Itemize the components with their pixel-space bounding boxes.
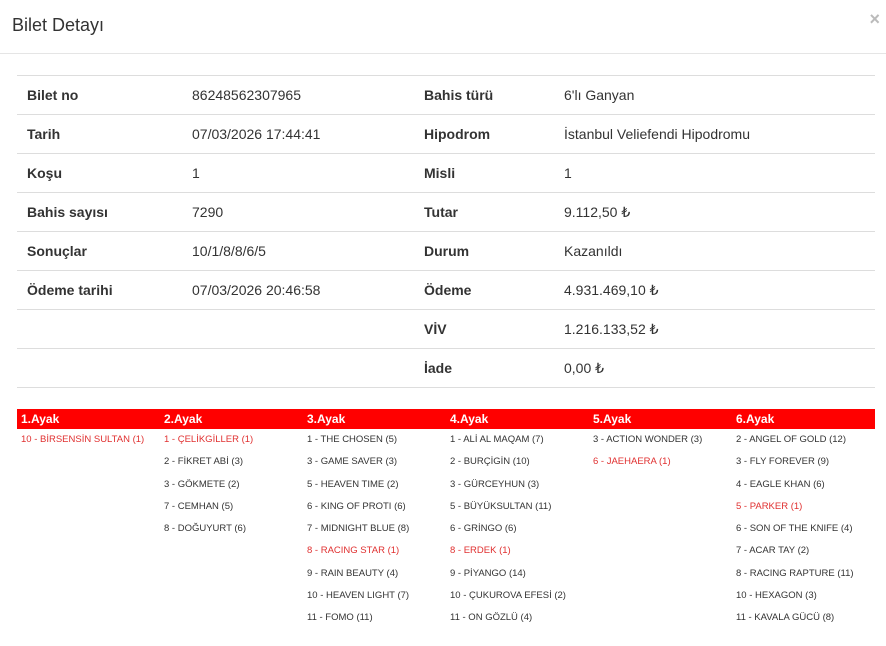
detail-value: 9.112,50 ₺	[554, 193, 875, 232]
legs-section	[17, 409, 875, 634]
runner: 3 - ACTION WONDER (3)	[593, 434, 703, 445]
legs-body	[17, 429, 875, 634]
detail-label: Tarih	[17, 115, 182, 154]
runner: 6 - KING OF PROTI (6)	[307, 500, 406, 512]
detail-value: 1	[182, 154, 414, 193]
winning-runner: 8 - ERDEK (1)	[450, 545, 511, 557]
detail-value: İstanbul Veliefendi Hipodromu	[554, 115, 875, 154]
leg-column	[17, 429, 160, 634]
leg-header: 5.Ayak	[593, 412, 632, 426]
leg-header: 6.Ayak	[736, 412, 775, 426]
detail-label: Bilet no	[17, 76, 182, 115]
detail-row	[17, 349, 875, 388]
leg-header: 4.Ayak	[450, 412, 489, 426]
runner: 7 - ACAR TAY (2)	[736, 545, 810, 557]
detail-label: Misli	[414, 154, 554, 193]
runner: 11 - ON GÖZLÜ (4)	[450, 612, 533, 624]
leg-column	[589, 429, 732, 634]
detail-value	[182, 349, 414, 388]
runner: 2 - BURÇİGİN (10)	[450, 456, 530, 468]
runner: 9 - PİYANGO (14)	[450, 567, 526, 579]
detail-label: Tutar	[414, 193, 554, 232]
detail-row	[17, 115, 875, 154]
detail-label: Durum	[414, 232, 554, 271]
runner: 5 - BÜYÜKSULTAN (11)	[450, 500, 552, 512]
detail-label	[17, 310, 182, 349]
detail-label: Koşu	[17, 154, 182, 193]
winning-runner: 8 - RACING STAR (1)	[307, 545, 400, 557]
detail-value: 07/03/2026 20:46:58	[182, 271, 414, 310]
detail-label	[17, 349, 182, 388]
leg-column	[446, 429, 589, 634]
leg-header: 3.Ayak	[307, 412, 346, 426]
detail-row	[17, 310, 875, 349]
detail-value: 4.931.469,10 ₺	[554, 271, 875, 310]
detail-label: Bahis türü	[414, 76, 554, 115]
detail-value	[182, 310, 414, 349]
runner: 11 - KAVALA GÜCÜ (8)	[736, 612, 835, 624]
runner: 3 - GÜRCEYHUN (3)	[450, 478, 540, 490]
detail-value: 86248562307965	[182, 76, 414, 115]
runner: 10 - ÇUKUROVA EFESİ (2)	[450, 590, 566, 602]
leg-column	[160, 429, 303, 634]
runner: 11 - FOMO (11)	[307, 612, 373, 624]
detail-label: Ödeme	[414, 271, 554, 310]
detail-row	[17, 271, 875, 310]
leg-header: 2.Ayak	[164, 412, 203, 426]
detail-value: 1.216.133,52 ₺	[554, 310, 875, 349]
close-button[interactable]: ×	[869, 9, 880, 29]
leg-column	[303, 429, 446, 634]
runner: 3 - FLY FOREVER (9)	[736, 456, 830, 468]
winning-runner: 1 - ÇELİKGİLLER (1)	[164, 434, 254, 445]
detail-row	[17, 193, 875, 232]
detail-value: 6'lı Ganyan	[554, 76, 875, 115]
ticket-details-table	[17, 75, 875, 388]
runner: 7 - MIDNIGHT BLUE (8)	[307, 523, 410, 535]
runner: 10 - HEXAGON (3)	[736, 590, 817, 602]
winning-runner: 10 - BİRSENSİN SULTAN (1)	[21, 434, 145, 445]
runner: 6 - GRİNGO (6)	[450, 523, 517, 535]
runner: 1 - ALİ AL MAQAM (7)	[450, 434, 544, 445]
runner: 6 - SON OF THE KNIFE (4)	[736, 523, 853, 535]
runner: 8 - RACING RAPTURE (11)	[736, 567, 854, 579]
winning-runner: 5 - PARKER (1)	[736, 500, 803, 512]
leg-header: 1.Ayak	[21, 412, 60, 426]
runner: 3 - GÖKMETE (2)	[164, 478, 240, 490]
detail-value: 1	[554, 154, 875, 193]
runner: 3 - GAME SAVER (3)	[307, 456, 398, 468]
detail-label: Bahis sayısı	[17, 193, 182, 232]
detail-value: 10/1/8/8/6/5	[182, 232, 414, 271]
runner: 10 - HEAVEN LIGHT (7)	[307, 590, 410, 602]
detail-row	[17, 232, 875, 271]
detail-label: İade	[414, 349, 554, 388]
runner: 7 - CEMHAN (5)	[164, 500, 234, 512]
modal-title: Bilet Detayı	[12, 15, 105, 35]
detail-value: 7290	[182, 193, 414, 232]
detail-label: VİV	[414, 310, 554, 349]
detail-value: 0,00 ₺	[554, 349, 875, 388]
legs-header-row	[17, 409, 875, 429]
detail-row	[17, 76, 875, 115]
runner: 2 - ANGEL OF GOLD (12)	[736, 434, 846, 445]
runner: 8 - DOĞUYURT (6)	[164, 523, 246, 535]
runner: 9 - RAIN BEAUTY (4)	[307, 567, 399, 579]
runner: 4 - EAGLE KHAN (6)	[736, 478, 825, 490]
detail-row	[17, 154, 875, 193]
runner: 5 - HEAVEN TIME (2)	[307, 478, 399, 490]
runner: 1 - THE CHOSEN (5)	[307, 434, 398, 445]
runner: 2 - FİKRET ABİ (3)	[164, 456, 244, 468]
modal-header	[0, 0, 886, 54]
leg-column	[732, 429, 875, 634]
detail-label: Ödeme tarihi	[17, 271, 182, 310]
winning-runner: 6 - JAEHAERA (1)	[593, 456, 671, 468]
detail-label: Sonuçlar	[17, 232, 182, 271]
detail-value: Kazanıldı	[554, 232, 875, 271]
detail-label: Hipodrom	[414, 115, 554, 154]
detail-value: 07/03/2026 17:44:41	[182, 115, 414, 154]
